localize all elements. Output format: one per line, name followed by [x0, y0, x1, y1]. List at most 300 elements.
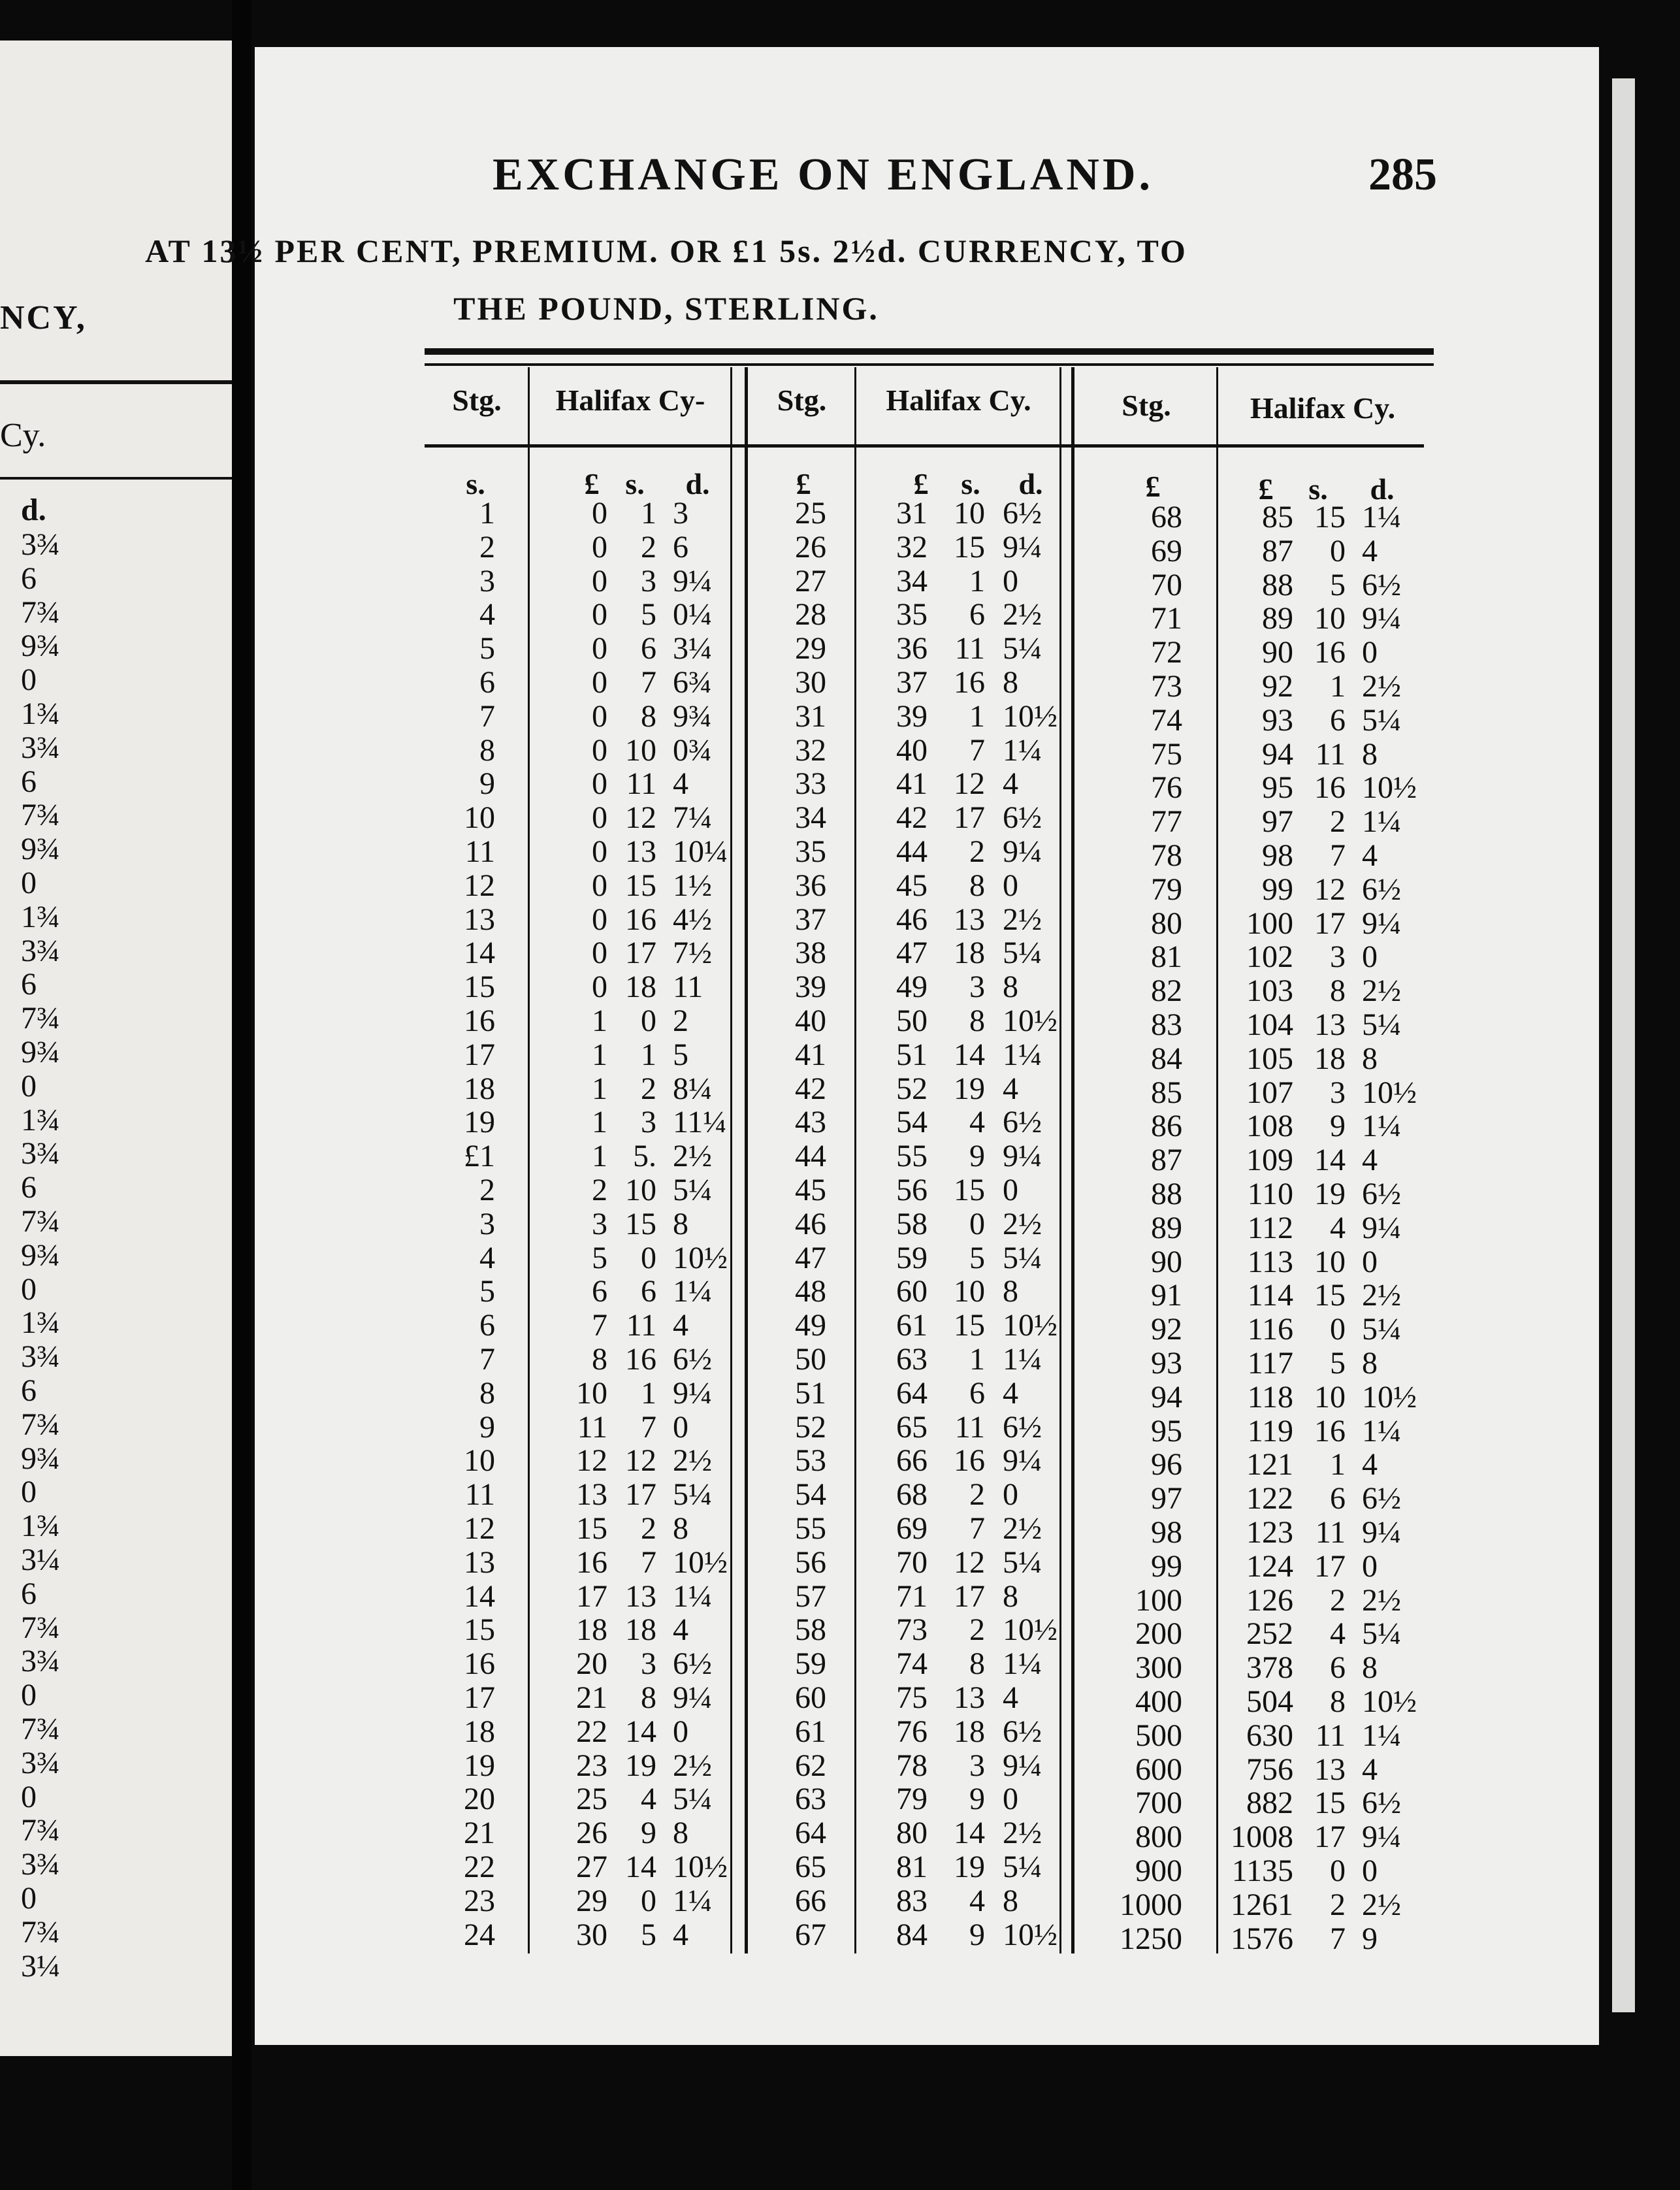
currency-pounds: 16 — [576, 1544, 607, 1580]
currency-shillings: 3 — [641, 1646, 656, 1682]
currency-pounds: 18 — [576, 1612, 607, 1648]
currency-pounds: 27 — [576, 1850, 607, 1884]
sterling-amount: 1250 — [1120, 1921, 1182, 1956]
currency-pence: 6½ — [1362, 1177, 1401, 1211]
currency-shillings: 12 — [954, 766, 985, 802]
currency-pence: 10½ — [1003, 1917, 1058, 1952]
currency-pounds: 11 — [577, 1409, 607, 1445]
currency-pounds: 0 — [592, 970, 607, 1005]
currency-pence: 10½ — [1003, 1004, 1058, 1038]
left-pence-value: 9¾ — [21, 832, 60, 867]
currency-pounds: 252 — [1246, 1616, 1293, 1652]
sterling-amount: 66 — [795, 1883, 826, 1918]
currency-shillings: 15 — [1314, 500, 1346, 534]
top-double-rule — [425, 348, 1434, 355]
currency-pence: 2½ — [1362, 1887, 1401, 1922]
currency-pence: 7½ — [673, 936, 712, 971]
sterling-amount: 3 — [479, 1206, 495, 1241]
sterling-amount: 300 — [1135, 1650, 1182, 1686]
left-pence-value: 9¾ — [21, 1441, 60, 1476]
currency-pounds: 119 — [1247, 1413, 1293, 1448]
currency-pounds: 6 — [592, 1274, 607, 1309]
sterling-amount: 59 — [795, 1646, 826, 1682]
sterling-amount: 22 — [464, 1850, 495, 1884]
currency-pounds: 63 — [896, 1342, 928, 1377]
currency-pence: 5¼ — [1362, 1616, 1401, 1652]
currency-shillings: 6 — [1330, 1650, 1346, 1686]
sterling-amount: 37 — [795, 902, 826, 937]
currency-pounds: 12 — [576, 1443, 607, 1479]
sterling-amount: 500 — [1135, 1718, 1182, 1753]
currency-shillings: 15 — [1314, 1278, 1346, 1313]
left-pence-value: 9¾ — [21, 629, 60, 664]
currency-pence: 9¼ — [1003, 1748, 1042, 1783]
sterling-amount: 29 — [795, 631, 826, 666]
currency-shillings: 0 — [641, 1883, 656, 1918]
unit-shillings: s. — [1308, 472, 1328, 506]
currency-shillings: 17 — [1314, 906, 1346, 941]
currency-pence: 2½ — [1362, 1582, 1401, 1618]
currency-pence: 8 — [1362, 736, 1378, 772]
currency-shillings: 8 — [641, 1680, 656, 1715]
currency-shillings: 6 — [969, 1375, 985, 1411]
column-header-halifax: Halifax Cy. — [886, 384, 1031, 417]
currency-shillings: 8 — [969, 868, 985, 903]
currency-pounds: 73 — [896, 1612, 928, 1648]
sterling-amount: £1 — [464, 1139, 495, 1174]
sterling-amount: 67 — [795, 1917, 826, 1952]
sterling-amount: 5 — [479, 1274, 495, 1309]
sterling-amount: 74 — [1151, 702, 1182, 738]
left-pence-value: 0 — [21, 662, 37, 698]
currency-shillings: 15 — [625, 868, 656, 903]
currency-shillings: 7 — [1330, 1921, 1346, 1956]
sterling-amount: 35 — [795, 834, 826, 869]
currency-pounds: 25 — [576, 1782, 607, 1817]
currency-shillings: 15 — [954, 1173, 985, 1207]
sterling-amount: 61 — [795, 1714, 826, 1749]
currency-shillings: 0 — [641, 1240, 656, 1275]
currency-pence: 0 — [673, 1409, 688, 1445]
currency-pounds: 84 — [896, 1917, 928, 1952]
currency-pence: 1¼ — [1362, 500, 1401, 534]
currency-pence: 2½ — [1003, 597, 1042, 632]
currency-pence: 2½ — [1003, 1206, 1042, 1241]
currency-shillings: 0 — [969, 1206, 985, 1241]
left-pence-value: 0 — [21, 1475, 37, 1510]
sterling-amount: 97 — [1151, 1481, 1182, 1516]
currency-pounds: 756 — [1246, 1752, 1293, 1787]
currency-pounds: 3 — [592, 1206, 607, 1241]
sterling-amount: 41 — [795, 1037, 826, 1072]
currency-pounds: 90 — [1262, 635, 1293, 670]
currency-shillings: 17 — [625, 1477, 656, 1512]
currency-pounds: 630 — [1246, 1718, 1293, 1753]
left-pence-value: 6 — [21, 967, 37, 1002]
currency-pence: 10½ — [673, 1240, 728, 1275]
currency-pounds: 56 — [896, 1173, 928, 1207]
currency-shillings: 1 — [641, 1375, 656, 1411]
currency-pounds: 0 — [592, 800, 607, 836]
subtitle-line-1: AT 13½ PER CENT, PREMIUM. OR £1 5s. 2½d. CURRENCY, TO — [145, 233, 1187, 269]
sterling-amount: 84 — [1151, 1041, 1182, 1076]
currency-shillings: 12 — [1314, 872, 1346, 907]
sterling-amount: 19 — [464, 1105, 495, 1140]
sterling-amount: 90 — [1151, 1244, 1182, 1279]
sterling-amount: 31 — [795, 698, 826, 734]
currency-pounds: 124 — [1246, 1548, 1293, 1584]
currency-pounds: 54 — [896, 1105, 928, 1140]
sterling-amount: 93 — [1151, 1346, 1182, 1381]
currency-shillings: 17 — [954, 1578, 985, 1614]
left-pence-value: 7¾ — [21, 1204, 60, 1239]
currency-pence: 2½ — [1003, 1511, 1042, 1546]
sterling-amount: 1 — [479, 496, 495, 531]
column-header-stg: Stg. — [777, 384, 827, 417]
currency-pounds: 102 — [1246, 940, 1293, 975]
currency-shillings: 2 — [969, 1477, 985, 1512]
currency-shillings: 14 — [954, 1816, 985, 1851]
currency-pence: 6½ — [1003, 1714, 1042, 1749]
currency-pence: 1¼ — [673, 1274, 712, 1309]
currency-shillings: 1 — [969, 563, 985, 598]
currency-shillings: 10 — [954, 1274, 985, 1309]
sterling-amount: 34 — [795, 800, 826, 836]
currency-shillings: 10 — [1314, 1379, 1346, 1414]
currency-pence: 6½ — [1003, 800, 1042, 836]
currency-pence: 10½ — [673, 1850, 728, 1884]
currency-shillings: 4 — [1330, 1210, 1346, 1245]
currency-shillings: 3 — [1330, 940, 1346, 975]
sterling-amount: 77 — [1151, 804, 1182, 840]
currency-shillings: 12 — [954, 1544, 985, 1580]
sterling-amount: 24 — [464, 1917, 495, 1952]
currency-shillings: 3 — [969, 970, 985, 1005]
sterling-amount: 2 — [479, 1173, 495, 1207]
sterling-amount: 92 — [1151, 1312, 1182, 1347]
currency-pence: 9¼ — [1362, 1820, 1401, 1855]
currency-shillings: 6 — [641, 631, 656, 666]
currency-shillings: 8 — [641, 698, 656, 734]
currency-shillings: 7 — [641, 665, 656, 700]
currency-pence: 5¼ — [1003, 936, 1042, 971]
currency-shillings: 1 — [1330, 1447, 1346, 1482]
sterling-amount: 48 — [795, 1274, 826, 1309]
currency-pence: 0 — [1362, 1854, 1378, 1888]
currency-shillings: 1 — [641, 1037, 656, 1072]
unit-shillings: s. — [961, 467, 980, 500]
header-rule — [425, 444, 1424, 448]
currency-pence: 6½ — [1362, 872, 1401, 907]
unit-pound: £ — [1145, 470, 1161, 503]
currency-shillings: 5 — [1330, 567, 1346, 602]
currency-pence: 6½ — [673, 1646, 712, 1682]
currency-pence: 4 — [673, 1612, 688, 1648]
currency-pence: 9¼ — [1362, 1210, 1401, 1245]
currency-shillings: 10 — [954, 496, 985, 531]
currency-pence: 4 — [1362, 1447, 1378, 1482]
column-divider — [528, 367, 530, 1953]
currency-pence: 5¼ — [1003, 631, 1042, 666]
left-pence-value: 7¾ — [21, 1610, 60, 1645]
currency-shillings: 14 — [625, 1714, 656, 1749]
left-units-fragment: d. — [21, 493, 46, 527]
sterling-amount: 32 — [795, 732, 826, 768]
currency-shillings: 16 — [625, 1342, 656, 1377]
left-pence-value: 3¾ — [21, 527, 60, 562]
currency-pounds: 68 — [896, 1477, 928, 1512]
sterling-amount: 39 — [795, 970, 826, 1005]
currency-pounds: 0 — [592, 902, 607, 937]
currency-shillings: 13 — [625, 834, 656, 869]
left-pence-value: 3¾ — [21, 1136, 60, 1171]
sterling-amount: 51 — [795, 1375, 826, 1411]
currency-pence: 4½ — [673, 902, 712, 937]
sterling-amount: 33 — [795, 766, 826, 802]
currency-pence: 10½ — [1362, 770, 1417, 806]
currency-pounds: 46 — [896, 902, 928, 937]
currency-pence: 10½ — [1362, 1379, 1417, 1414]
currency-pence: 8 — [1362, 1041, 1378, 1076]
currency-pence: 2½ — [673, 1139, 712, 1174]
sterling-amount: 6 — [479, 1308, 495, 1343]
currency-shillings: 10 — [625, 732, 656, 768]
currency-shillings: 4 — [969, 1105, 985, 1140]
currency-pounds: 0 — [592, 665, 607, 700]
currency-pounds: 87 — [1262, 533, 1293, 568]
currency-pence: 4 — [1003, 1680, 1018, 1715]
currency-pounds: 76 — [896, 1714, 928, 1749]
left-pence-value: 3¾ — [21, 1745, 60, 1780]
currency-shillings: 10 — [1314, 1244, 1346, 1279]
currency-pounds: 99 — [1262, 872, 1293, 907]
currency-pence: 8 — [1003, 1883, 1018, 1918]
currency-pounds: 21 — [576, 1680, 607, 1715]
page-number: 285 — [1368, 150, 1437, 200]
currency-shillings: 8 — [1330, 973, 1346, 1009]
sterling-amount: 17 — [464, 1037, 495, 1072]
currency-pence: 0 — [673, 1714, 688, 1749]
left-pence-value: 1¾ — [21, 696, 60, 731]
left-pence-value: 7¾ — [21, 595, 60, 630]
currency-shillings: 13 — [1314, 1007, 1346, 1042]
sterling-amount: 14 — [464, 936, 495, 971]
page-edge — [1612, 78, 1635, 2012]
sterling-amount: 65 — [795, 1850, 826, 1884]
sterling-amount: 70 — [1151, 567, 1182, 602]
currency-pence: 0 — [1003, 1173, 1018, 1207]
sterling-amount: 27 — [795, 563, 826, 598]
currency-pence: 2½ — [1362, 1278, 1401, 1313]
currency-pounds: 26 — [576, 1816, 607, 1851]
currency-pounds: 50 — [896, 1004, 928, 1038]
left-pence-value: 7¾ — [21, 1914, 60, 1950]
currency-shillings: 2 — [641, 1511, 656, 1546]
currency-pence: 5¼ — [1362, 1312, 1401, 1347]
currency-pence: 6½ — [1362, 1786, 1401, 1821]
sterling-amount: 54 — [795, 1477, 826, 1512]
currency-pence: 8 — [1362, 1346, 1378, 1381]
left-pence-value: 3¾ — [21, 730, 60, 765]
sterling-amount: 7 — [479, 1342, 495, 1377]
sterling-amount: 75 — [1151, 736, 1182, 772]
currency-shillings: 8 — [969, 1004, 985, 1038]
currency-pounds: 71 — [896, 1578, 928, 1614]
currency-shillings: 11 — [954, 631, 985, 666]
currency-pounds: 17 — [576, 1578, 607, 1614]
currency-shillings: 0 — [1330, 533, 1346, 568]
currency-pounds: 45 — [896, 868, 928, 903]
sterling-amount: 94 — [1151, 1379, 1182, 1414]
currency-shillings: 18 — [954, 936, 985, 971]
currency-pence: 9¼ — [673, 1375, 712, 1411]
currency-pounds: 69 — [896, 1511, 928, 1546]
currency-pence: 5¼ — [1362, 1007, 1401, 1042]
currency-shillings: 4 — [1330, 1616, 1346, 1652]
left-pence-value: 7¾ — [21, 798, 60, 833]
currency-pence: 1¼ — [1362, 1109, 1401, 1144]
currency-pounds: 0 — [592, 529, 607, 564]
unit-shillings: s. — [625, 467, 645, 500]
currency-pence: 5¼ — [673, 1782, 712, 1817]
sterling-amount: 16 — [464, 1646, 495, 1682]
currency-pence: 2½ — [1362, 669, 1401, 704]
sterling-amount: 83 — [1151, 1007, 1182, 1042]
currency-pounds: 47 — [896, 936, 928, 971]
currency-pounds: 7 — [592, 1308, 607, 1343]
sterling-amount: 62 — [795, 1748, 826, 1783]
unit-shillings: s. — [466, 467, 485, 500]
currency-pounds: 117 — [1247, 1346, 1293, 1381]
currency-shillings: 11 — [1315, 1718, 1346, 1753]
currency-pounds: 34 — [896, 563, 928, 598]
currency-shillings: 16 — [954, 665, 985, 700]
currency-pounds: 109 — [1246, 1143, 1293, 1178]
left-rule — [0, 477, 232, 480]
currency-pounds: 23 — [576, 1748, 607, 1783]
currency-pence: 10½ — [1003, 1612, 1058, 1648]
currency-shillings: 12 — [625, 1443, 656, 1479]
column-divider — [745, 367, 748, 1953]
left-pence-value: 0 — [21, 1271, 37, 1307]
currency-pence: 4 — [1003, 1071, 1018, 1106]
sterling-amount: 19 — [464, 1748, 495, 1783]
currency-pence: 9¼ — [1362, 601, 1401, 636]
left-pence-value: 0 — [21, 1678, 37, 1713]
currency-pounds: 2 — [592, 1173, 607, 1207]
left-pence-value: 3¾ — [21, 1644, 60, 1679]
currency-shillings: 1 — [1330, 669, 1346, 704]
currency-shillings: 3 — [1330, 1075, 1346, 1110]
left-pence-value: 3¾ — [21, 1847, 60, 1882]
currency-pounds: 65 — [896, 1409, 928, 1445]
column-header-stg: Stg. — [1122, 389, 1171, 422]
currency-pounds: 39 — [896, 698, 928, 734]
currency-pounds: 70 — [896, 1544, 928, 1580]
sterling-amount: 5 — [479, 631, 495, 666]
sterling-amount: 63 — [795, 1782, 826, 1817]
currency-shillings: 2 — [641, 529, 656, 564]
sterling-amount: 86 — [1151, 1109, 1182, 1144]
sterling-amount: 1000 — [1120, 1887, 1182, 1922]
currency-shillings: 18 — [625, 970, 656, 1005]
currency-shillings: 3 — [641, 563, 656, 598]
currency-shillings: 1 — [969, 1342, 985, 1377]
currency-pounds: 1 — [592, 1071, 607, 1106]
currency-pounds: 41 — [896, 766, 928, 802]
currency-pounds: 10 — [576, 1375, 607, 1411]
currency-pence: 9¼ — [1003, 1139, 1042, 1174]
currency-pounds: 114 — [1247, 1278, 1293, 1313]
left-pence-value: 6 — [21, 1576, 37, 1611]
currency-shillings: 4 — [641, 1782, 656, 1817]
currency-pence: 0 — [1003, 868, 1018, 903]
currency-pounds: 37 — [896, 665, 928, 700]
currency-shillings: 0 — [1330, 1312, 1346, 1347]
currency-shillings: 18 — [954, 1714, 985, 1749]
currency-pounds: 1 — [592, 1004, 607, 1038]
left-pence-value: 1¾ — [21, 1509, 60, 1544]
sterling-amount: 7 — [479, 698, 495, 734]
unit-pence: d. — [685, 467, 710, 500]
currency-pence: 0 — [1362, 1548, 1378, 1584]
currency-pounds: 1261 — [1231, 1887, 1293, 1922]
page-subtitle — [72, 222, 1261, 337]
currency-pence: 4 — [1003, 1375, 1018, 1411]
sterling-amount: 56 — [795, 1544, 826, 1580]
currency-pounds: 32 — [896, 529, 928, 564]
left-pence-value: 6 — [21, 764, 37, 799]
currency-pounds: 0 — [592, 563, 607, 598]
sterling-amount: 3 — [479, 563, 495, 598]
currency-pounds: 89 — [1262, 601, 1293, 636]
currency-shillings: 2 — [1330, 1887, 1346, 1922]
left-pence-value: 0 — [21, 1779, 37, 1814]
currency-shillings: 16 — [1314, 770, 1346, 806]
sterling-amount: 76 — [1151, 770, 1182, 806]
sterling-amount: 23 — [464, 1883, 495, 1918]
currency-pounds: 80 — [896, 1816, 928, 1851]
left-pence-value: 1¾ — [21, 1305, 60, 1341]
currency-pence: 4 — [1362, 1143, 1378, 1178]
sterling-amount: 40 — [795, 1004, 826, 1038]
currency-pence: 11¼ — [673, 1105, 727, 1140]
sterling-amount: 58 — [795, 1612, 826, 1648]
left-pence-value: 1¾ — [21, 899, 60, 934]
sterling-amount: 8 — [479, 1375, 495, 1411]
sterling-amount: 42 — [795, 1071, 826, 1106]
unit-pence: d. — [1370, 472, 1395, 506]
unit-pound: £ — [796, 467, 811, 500]
page-title: EXCHANGE ON ENGLAND. — [492, 150, 1154, 200]
currency-pence: 5¼ — [1003, 1850, 1042, 1884]
currency-pounds: 1135 — [1231, 1854, 1293, 1888]
currency-shillings: 11 — [1315, 1515, 1346, 1550]
currency-pence: 0 — [1362, 940, 1378, 975]
currency-pence: 0 — [1362, 1244, 1378, 1279]
currency-pence: 8 — [673, 1816, 688, 1851]
sterling-amount: 900 — [1135, 1854, 1182, 1888]
sterling-amount: 46 — [795, 1206, 826, 1241]
sterling-amount: 21 — [464, 1816, 495, 1851]
currency-pence: 4 — [673, 1308, 688, 1343]
left-pence-value: 9¾ — [21, 1035, 60, 1070]
currency-shillings: 13 — [625, 1578, 656, 1614]
sterling-amount: 16 — [464, 1004, 495, 1038]
currency-shillings: 5. — [633, 1139, 656, 1174]
currency-pence: 8 — [1362, 1650, 1378, 1686]
currency-pence: 1¼ — [1003, 1342, 1042, 1377]
